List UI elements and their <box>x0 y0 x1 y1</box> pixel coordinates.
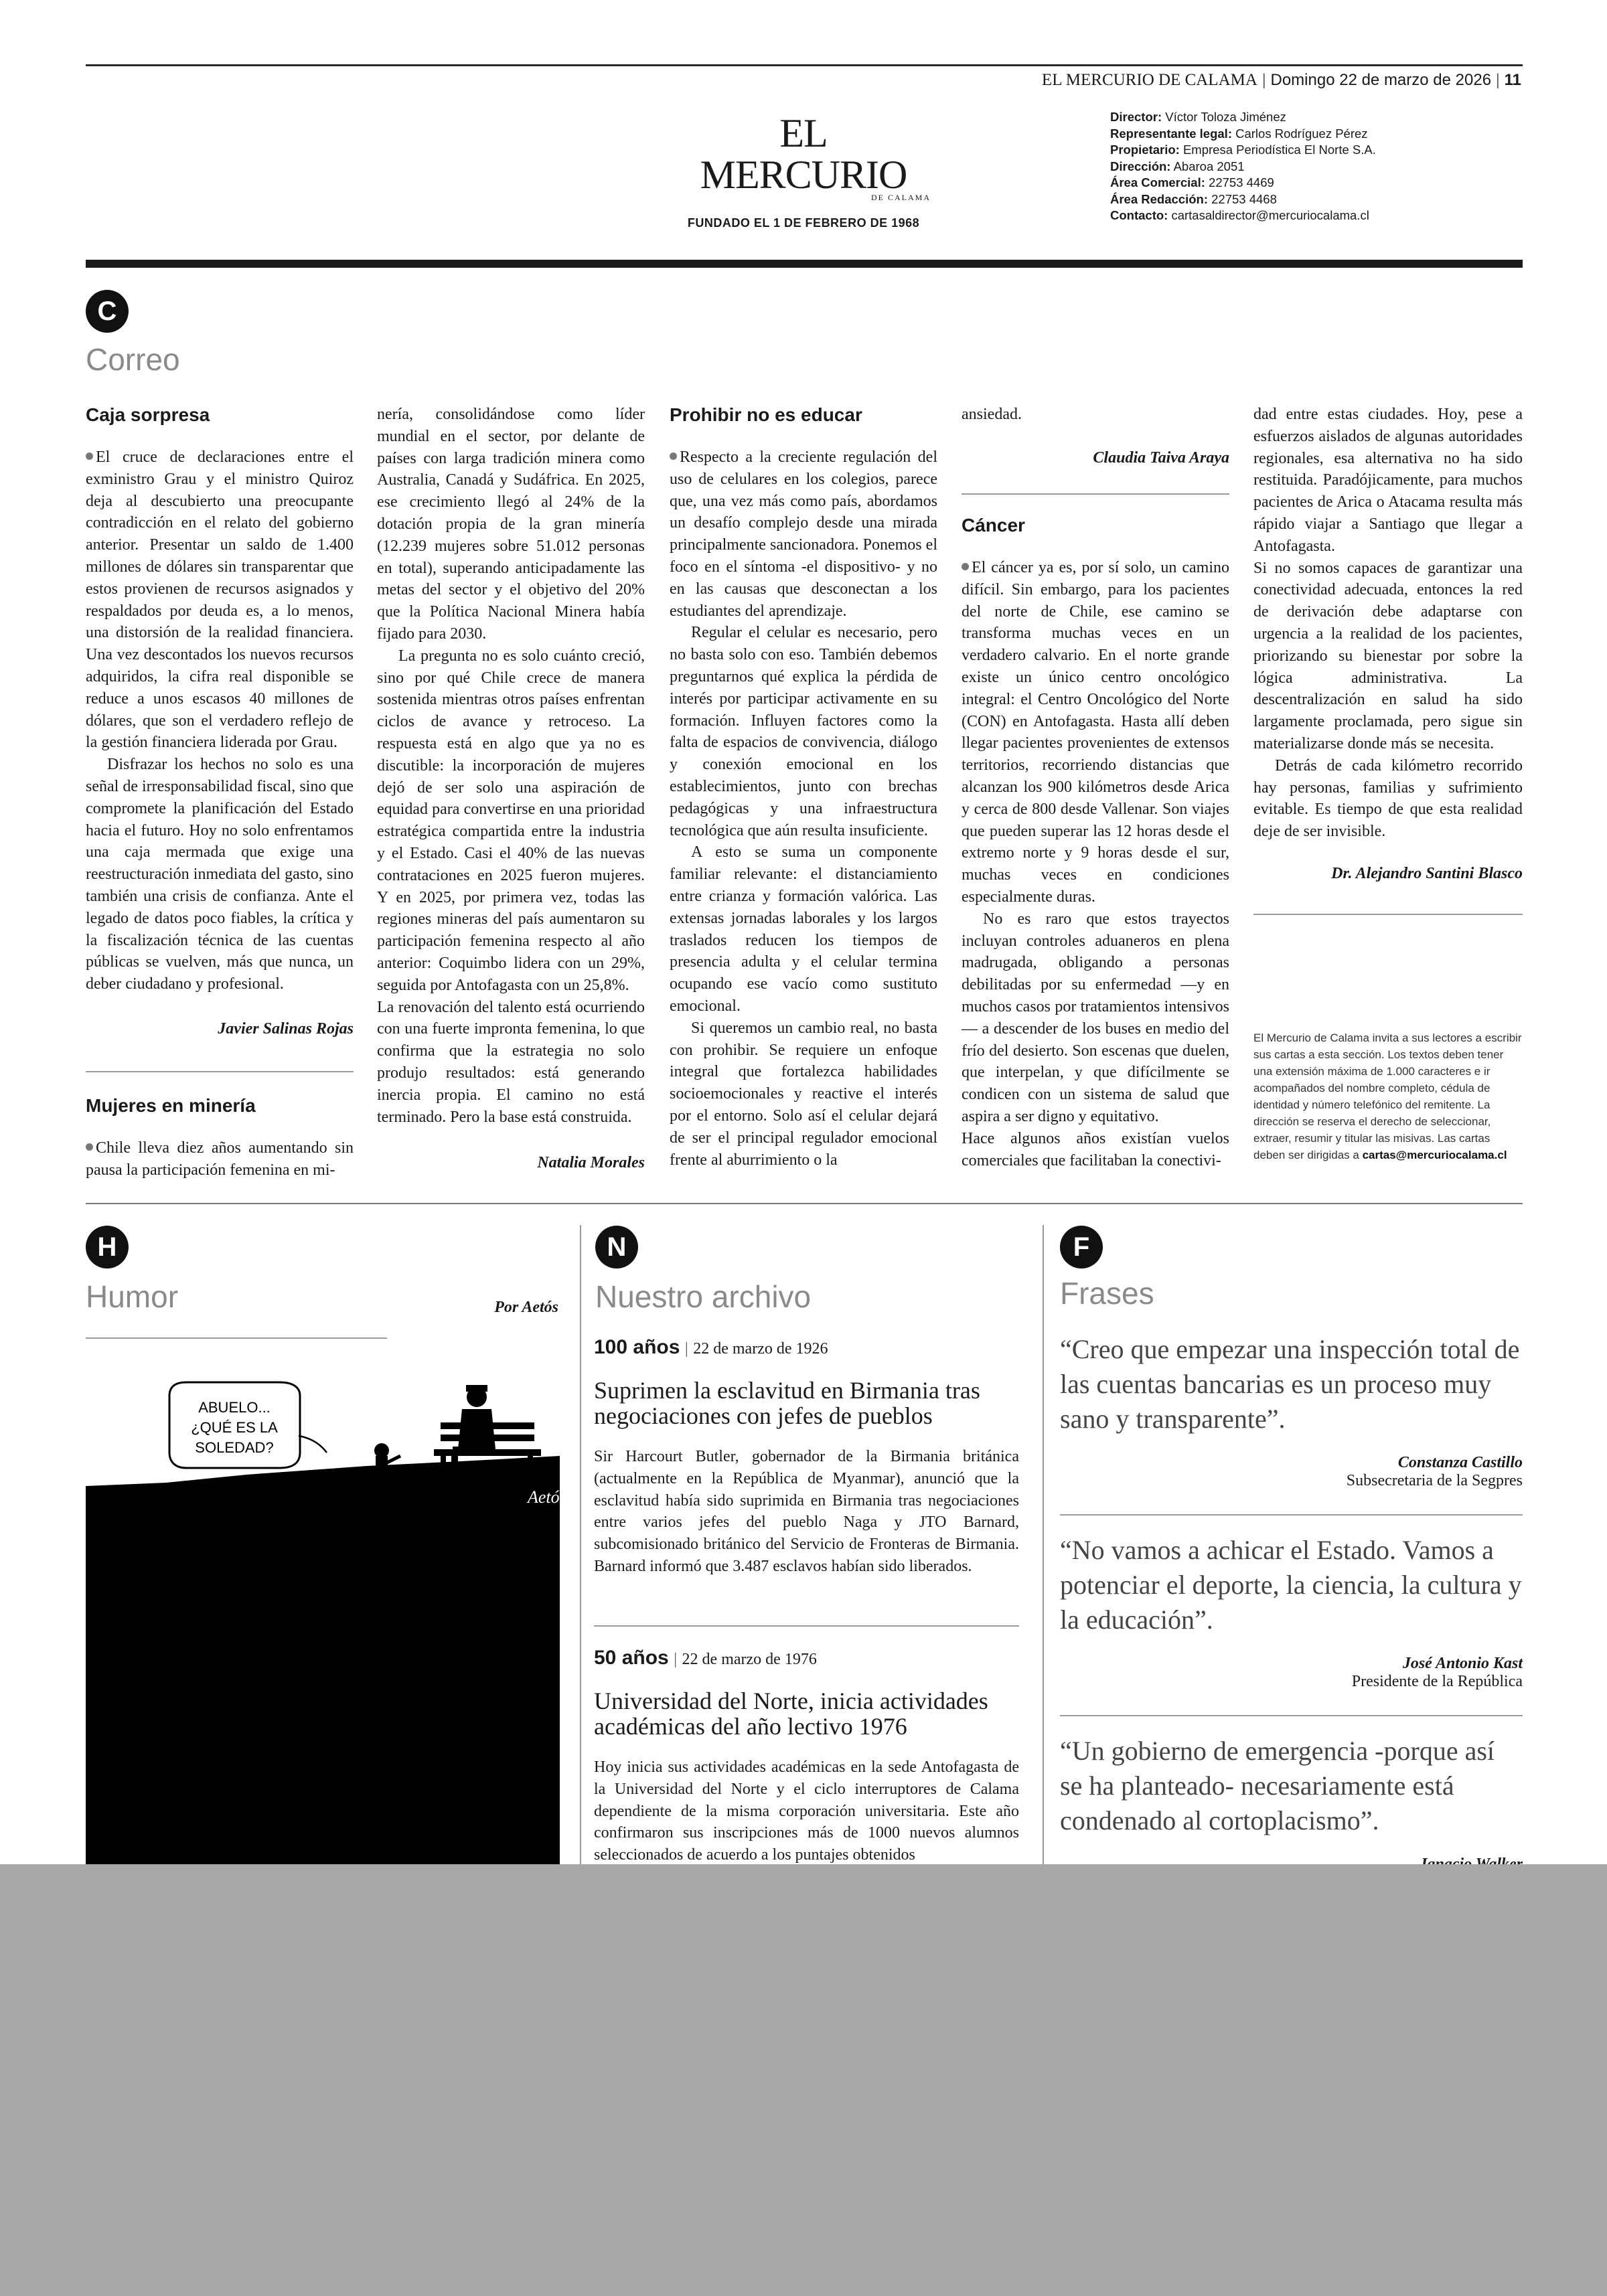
archive-item <box>594 1647 1019 1866</box>
frases-badge: F <box>1060 1226 1103 1268</box>
column-divider <box>580 1225 581 1868</box>
humor-author: Por Aetós <box>494 1299 558 1316</box>
quote-text: “Creo que empezar una inspección total de las cuentas bancarias es un proceso muy sano y transparente”. <box>1060 1334 1520 1434</box>
logo-name: EL MERCURIO <box>700 111 907 197</box>
letter-paragraph: Chile lleva diez años aumentando sin pausa la participación femenina en mi- <box>86 1139 354 1179</box>
page-number: 11 <box>1504 71 1521 89</box>
staff-box <box>1110 109 1376 224</box>
letter-signature: Natalia Morales <box>537 1154 645 1172</box>
column-divider <box>1043 1225 1044 1868</box>
section-divider <box>86 1203 1523 1204</box>
staff-line: Representante legal: Carlos Rodríguez Pérez <box>1110 126 1368 141</box>
bullet-icon <box>670 453 677 460</box>
cartoon-signature: Aetós <box>528 1487 566 1507</box>
letter-paragraph: El cáncer ya es, por sí solo, un camino difícil. Sin embargo, para los pacientes del norte de Chile, ese camino se transforma muchas veces en un verdadero calvario. En el norte grande existe un único centro oncológico integral: el Centro Oncológico del Norte (CON) en Antofagasta. Hasta allí deben llegar pacientes provenientes de extensos territorios, recorriendo distancias que alcanzan los 900 kilómetros desde Arica y cerca de 800 desde Vallenar. Son viajes que pueden superar las 12 horas desde el extremo norte y 9 horas desde el sur, muchas veces en condiciones especialmente duras. <box>962 559 1229 906</box>
quote-text: “Un gobierno de emergencia -porque así se ha planteado- necesariamente está condenado al cortoplacismo”. <box>1060 1736 1495 1835</box>
archive-body: Hoy inicia sus actividades académicas en la sede Antofagasta de la Universidad del Norte y el ciclo interruptores de Calama dependiente de la misma corporación universitaria. Este año confirmaron sus inscripciones más de 1000 nuevos alumnos seleccionados de acuerdo a los puntajes obtenidos <box>594 1758 1019 1864</box>
quote-role: Subsecretaria de la Segpres <box>1346 1472 1523 1489</box>
correo-badge: C <box>86 290 129 333</box>
letter-paragraph: La pregunta no es solo cuánto creció, sino por qué Chile crece de manera sostenida mientras otros países enfrentan ciclos de avance y retroceso. La respuesta está en algo que ya no es discutible: la incorporación de mujeres dejó de ser solo una aspiración de equidad para convertirse en una prioridad estratégica compartida entre la industria y el Estado. Casi el 40% de las nuevas contrataciones en 2025 fueron mujeres. Y en 2025, por primera vez, todas las regiones mineras del país aumentaron su participación femenina respecto al año anterior: Coquimbo lidera con un 29%, seguida por Antofagasta con un 25,8%. <box>377 647 645 994</box>
quote-role: Presidente de la República <box>1351 1673 1523 1690</box>
dateline-paper: EL MERCURIO DE CALAMA <box>1041 71 1257 89</box>
note-email[interactable]: cartas@mercuriocalama.cl <box>1362 1149 1507 1161</box>
logo <box>676 112 931 230</box>
archive-headline: Suprimen la esclavitud en Birmania tras negociaciones con jefes de pueblos <box>594 1377 980 1429</box>
letter-heading: Cáncer <box>962 515 1025 536</box>
dateline: EL MERCURIO DE CALAMA | Domingo 22 de marzo de 2026 | 11 <box>1041 71 1521 89</box>
bullet-icon <box>86 453 93 460</box>
correo-column-5 <box>1253 404 1523 885</box>
humor-rule <box>86 1337 387 1339</box>
letter-paragraph: nería, consolidándose como líder mundial en el sector, por delante de países con larga tradición minera como Australia, Canadá y Sudáfrica. En 2025, ese crecimiento llegó al 24% de la dotación propia de la gran minería (12.239 mujeres sobre 51.012 personas en total), superando anticipadamente las metas del sector y el objetivo del 20% que la Política Nacional Minera había fijado para 2030. <box>377 406 645 643</box>
correo-column-3 <box>670 404 937 1171</box>
correo-column-1b <box>86 1094 354 1181</box>
letter-paragraph: dad entre estas ciudades. Hoy, pese a esfuerzos aislados de algunas autoridades regionales, esa alternativa no ha sido restituida. Paradójicamente, para muchos pacientes de Arica o Atacama resulta más rápido viajar a Santiago que llegar a Antofagasta. <box>1253 406 1523 555</box>
letter-paragraph: El cruce de declaraciones entre el exministro Grau y el ministro Quiroz deja al descubierto una preocupante contradicción en el relato del gobierno anterior. Presentar un saldo de 1.400 millones de dólares sin transparentar que estos provienen de recursos asignados y respaldados por deuda es, a lo menos, una distorsión de la realidad financiera. Una vez descontados los nuevos recursos adquiridos, la cifra real disponible se reduce a unos escasos 40 millones de dólares, que son el verdadero reflejo de la gestión financiera liderada por Grau. <box>86 448 354 752</box>
bubble-line: ¿QUÉ ES LA <box>191 1419 278 1436</box>
blank-scan-area <box>0 1864 1607 2296</box>
correo-column-2 <box>377 404 645 1174</box>
quote-block <box>1060 1734 1523 1874</box>
staff-line: Director: Víctor Toloza Jiménez <box>1110 110 1286 124</box>
logo-sub: DE CALAMA <box>871 193 931 202</box>
staff-line: Área Comercial: 22753 4469 <box>1110 175 1274 189</box>
letter-signature: Claudia Taiva Araya <box>1093 448 1229 467</box>
quote-block <box>1060 1332 1523 1490</box>
quote-divider <box>1060 1715 1523 1716</box>
letter-paragraph: La renovación del talento está ocurriendo con una fuerte impronta femenina, lo que confirma que la estrategia no solo produjo resultados: está generando inercia propia. El camino no está terminado. Pero la base está construida. <box>377 998 645 1126</box>
letter-divider <box>962 493 1229 495</box>
bullet-icon <box>86 1143 93 1151</box>
quote-author: José Antonio Kast <box>1402 1655 1523 1672</box>
quote-text: “No vamos a achicar el Estado. Vamos a potenciar el deporte, la ciencia, la cultura y la educación”. <box>1060 1535 1522 1635</box>
staff-line: Área Redacción: 22753 4468 <box>1110 191 1277 206</box>
masthead-rule <box>86 260 1523 268</box>
letter-paragraph: Respecto a la creciente regulación del uso de celulares en los colegios, parece que, una vez más como país, abordamos un desafío complejo desde una mirada principalmente sancionadora. Ponemos el foco en el síntoma -el dispositivo- y no en las causas que desconectan a los estudiantes del aprendizaje. <box>670 448 937 620</box>
humor-cartoon <box>86 1356 566 1864</box>
archive-divider <box>594 1625 1019 1627</box>
humor-badge: H <box>86 1226 129 1268</box>
letter-paragraph: Disfrazar los hechos no solo es una señal de irresponsabilidad fiscal, sino que compromete la planificación del Estado hacia el futuro. Hoy no solo enfrentamos una caja mermada que exige una reestructuración inmediata del gasto, sino también una crisis de confianza. Ante el legado de datos poco fiables, la crítica y la fiscalización técnica de las cuentas públicas se vuelven, más que nunca, un deber ciudadano y profesional. <box>86 756 354 993</box>
quote-block <box>1060 1533 1523 1691</box>
letter-heading: Prohibir no es educar <box>670 404 862 425</box>
correo-column-4 <box>962 404 1229 469</box>
letter-paragraph: Hace algunos años existían vuelos comerciales que facilitaban la conectivi- <box>962 1129 1229 1169</box>
archivo-title: Nuestro archivo <box>595 1279 812 1314</box>
cartoon-drawing <box>86 1356 566 1864</box>
archivo-badge: N <box>595 1226 638 1268</box>
correo-column-4b <box>962 514 1229 1171</box>
bubble-line: SOLEDAD? <box>195 1439 274 1456</box>
letter-divider <box>86 1071 354 1072</box>
letter-signature: Javier Salinas Rojas <box>218 1019 354 1038</box>
archive-item <box>594 1336 1019 1578</box>
letter-signature: Dr. Alejandro Santini Blasco <box>1331 864 1523 882</box>
humor-title: Humor <box>86 1279 179 1314</box>
note-divider <box>1253 914 1523 915</box>
quote-author: Constanza Castillo <box>1397 1454 1523 1471</box>
letter-paragraph: A esto se suma un componente familiar relevante: el distanciamiento entre crianza y formación valórica. Las extensas jornadas laborales y los largos traslados reducen los tiempos de presencia adulta y el celular termina ocupando ese vacío como sustituto emocional. <box>670 843 937 1015</box>
archive-body: Sir Harcourt Butler, gobernador de la Birmania británica (actualmente en la República de Myanmar), anunció que la esclavitud había sido suprimida en Birmania tras negociaciones entre varios jefes del pueblo Naga y JTO Barnard, subcomisionado británico del Servicio de Fronteras de Birmania. Barnard informó que 3.487 esclavos habían sido liberados. <box>594 1448 1019 1575</box>
letter-paragraph: Regular el celular es necesario, pero no basta solo con eso. También debemos preguntarnos qué explica la pérdida de interés por participar activamente en su formación. Influyen factores como la falta de espacios de convivencia, diálogo y conexión emocional en los establecimientos, junto con brechas pedagógicas y una infraestructura tecnológica que aún resulta insuficiente. <box>670 624 937 839</box>
staff-line: Contacto: cartasaldirector@mercuriocalama.cl <box>1110 208 1369 222</box>
staff-line: Propietario: Empresa Periodística El Norte S.A. <box>1110 143 1376 157</box>
archive-headline: Universidad del Norte, inicia actividades académicas del año lectivo 1976 <box>594 1688 988 1740</box>
quote-divider <box>1060 1514 1523 1515</box>
letter-paragraph: Si queremos un cambio real, no basta con prohibir. Se requiere un enfoque integral que fortalezca habilidades socioemocionales y reactive el interés por el entorno. Solo así el celular dejará de ser el principal regulador emocional frente al aburrimiento o la <box>670 1019 937 1169</box>
bullet-icon <box>962 563 969 570</box>
frases-title: Frases <box>1060 1276 1154 1311</box>
letter-heading: Mujeres en minería <box>86 1095 256 1116</box>
staff-line: Dirección: Abaroa 2051 <box>1110 159 1245 173</box>
bubble-line: ABUELO... <box>198 1399 271 1416</box>
submission-note: El Mercurio de Calama invita a sus lectores a escribir sus cartas a esta sección. Los textos deben tener una extensión máxima de 1.000 caracteres e ir acompañados del nombre completo, cédula de identidad y número telefónico del remitente. La dirección se reserva el derecho de seleccionar, extraer, resumir y titular las misivas. Las cartas deben ser dirigidas a cartas@mercuriocalama.cl <box>1253 1032 1522 1161</box>
letter-paragraph: Si no somos capaces de garantizar una conectividad adecuada, entonces la red de derivación debe adaptarse con urgencia a la realidad de los pacientes, priorizando su bienestar por sobre la lógica administrativa. La descentralización en salud ha sido largamente proclamada, pero sigue sin materializarse donde más se necesita. <box>1253 559 1523 752</box>
archive-year-line: 50 años | 22 de marzo de 1976 <box>594 1647 817 1669</box>
letter-heading: Caja sorpresa <box>86 404 210 425</box>
correo-title: Correo <box>86 342 180 377</box>
archive-year-line: 100 años | 22 de marzo de 1926 <box>594 1336 828 1358</box>
founded-line: FUNDADO EL 1 DE FEBRERO DE 1968 <box>687 216 920 230</box>
correo-column-1 <box>86 404 354 1040</box>
letter-paragraph: No es raro que estos trayectos incluyan controles aduaneros en plena madrugada, obligando a personas debilitadas por su enfermedad —y en muchos casos por tratamientos intensivos— a descender de los buses en medio del frío del desierto. Son escenas que duelen, que interpelan, y que difícilmente se condicen con un sistema de salud que aspira a ser digno y equitativo. <box>962 910 1229 1125</box>
letter-paragraph: ansiedad. <box>962 406 1022 423</box>
dateline-date: Domingo 22 de marzo de 2026 <box>1270 71 1492 89</box>
letter-paragraph: Detrás de cada kilómetro recorrido hay personas, familias y sufrimiento evitable. Es tiempo de que esta realidad deje de ser invisible. <box>1253 756 1523 841</box>
top-rule <box>86 64 1523 66</box>
